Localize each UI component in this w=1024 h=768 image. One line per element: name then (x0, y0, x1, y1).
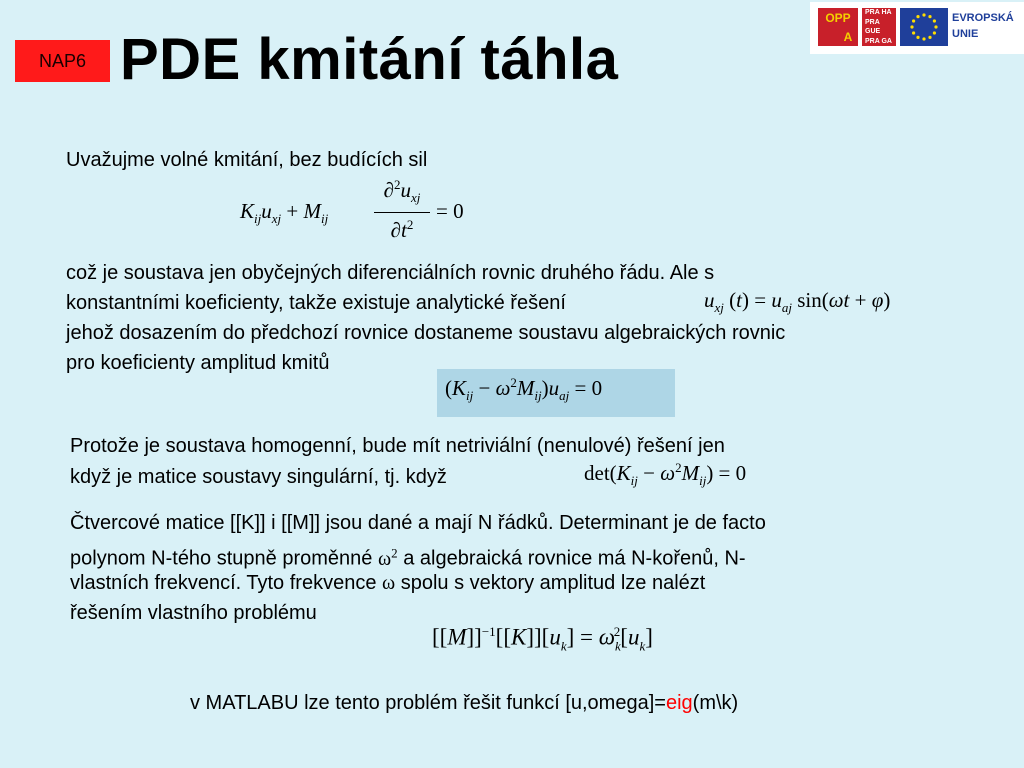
omega-symbol (377, 545, 398, 570)
eu-flag-icon (900, 8, 948, 46)
omega-symbol-2: ω (382, 572, 396, 594)
praha-line: PRA G (865, 47, 887, 54)
para3-line3 (70, 568, 705, 599)
praha-line: PRA HA (865, 9, 892, 16)
equation-determinant: $\det(K_{ij} - \omega^2M_{ij}) = 0$ (584, 460, 747, 489)
matlab-line (190, 688, 738, 719)
oppa-logo (818, 8, 858, 46)
para3-line2-start: polynom N-tého stupně proměnné (70, 547, 373, 570)
matlab-suffix: (m\k) (692, 692, 739, 714)
praha-line: PRA GA (865, 37, 892, 45)
para3-line3-end: spolu s vektory amplitud lze nalézt (400, 572, 706, 594)
para2-line2: když je matice soustavy singulární, tj. když (70, 466, 447, 488)
slide-title: PDE kmitání táhla (120, 27, 619, 92)
para1-line2: konstantními koeficienty, takže existuje analytické řešení (66, 292, 566, 314)
eu-text (952, 10, 1014, 42)
praha-logo (862, 8, 896, 54)
eq1-zero: 0 (453, 199, 464, 223)
eq3-zero: 0 (735, 461, 747, 485)
para3-line2-end: a algebraická rovnice má N-kořenů, N- (403, 547, 746, 570)
eq2-zero: 0 (591, 376, 603, 400)
para3-line3-start: vlastních frekvencí. Tyto frekvence (70, 572, 377, 594)
eu-text-line: UNIE (952, 28, 979, 40)
matlab-prefix: v MATLABU lze tento problém řešit funkcí [u,omega]= (190, 692, 666, 714)
para2-line1: Protože je soustava homogenní, bude mít netriviální (nenulové) řešení jen (70, 435, 725, 457)
eu-text-line: EVROPSKÁ (952, 12, 1014, 24)
equation-analytic-solution: $u_{xj}$ $(t) = u_{aj}$ sin(ωt + φ) (704, 288, 891, 316)
praha-line: PRA GUE (865, 18, 881, 35)
para3-line4: řešením vlastního problému (70, 602, 317, 624)
equation-amplitude-system: $(K_{ij} - \omega^2M_{ij})u_{aj} = 0$ (437, 369, 675, 417)
omega-glyph: ω (377, 547, 392, 570)
matlab-function-eig: eig (665, 692, 693, 714)
para1-line3: jehož dosazením do předchozí rovnice dostaneme soustavu algebraických rovnic (66, 322, 786, 344)
para1-line1: což je soustava jen obyčejných diferenciálních rovnic druhého řádu. Ale s (66, 262, 715, 284)
intro-text: Uvažujme volné kmitání, bez budících sil (66, 149, 428, 171)
omega-exponent: 2 (391, 545, 398, 560)
slide-badge: NAP6 (15, 40, 110, 82)
para3-line1: Čtvercové matice [[K]] i [[M]] jsou dané a mají N řádků. Determinant je de facto (70, 512, 766, 534)
oppa-logo-text-1: OPP (825, 10, 851, 25)
equation-eigenproblem: $[[M]]^{-1}[[K]][u_k] = \omega_k^2[u_k]$ (432, 624, 653, 654)
oppa-logo-text-2: A (843, 29, 853, 44)
para1-line4: pro koeficienty amplitud kmitů (66, 352, 330, 374)
